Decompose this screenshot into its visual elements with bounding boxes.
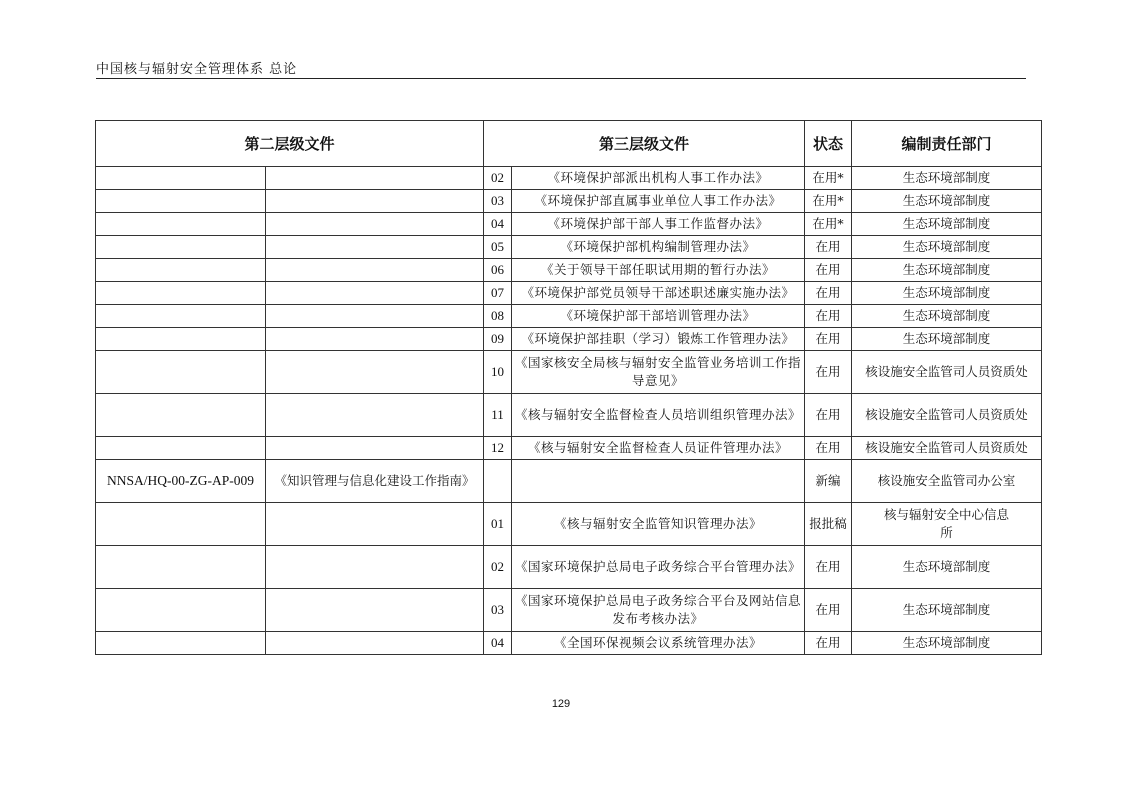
status-cell: 在用 — [805, 351, 852, 394]
level3-title: 《环境保护部党员领导干部述职述廉实施办法》 — [512, 282, 805, 305]
level3-title: 《环境保护部干部人事工作监督办法》 — [512, 213, 805, 236]
level3-title: 《国家环境保护总局电子政务综合平台管理办法》 — [512, 546, 805, 589]
level2-code — [96, 282, 266, 305]
level2-title — [266, 351, 484, 394]
status-cell: 在用 — [805, 546, 852, 589]
level3-number: 12 — [484, 437, 512, 460]
status-cell: 在用 — [805, 437, 852, 460]
level2-code — [96, 589, 266, 632]
running-header: 中国核与辐射安全管理体系 总论 — [96, 62, 298, 77]
level2-title — [266, 546, 484, 589]
level3-title: 《核与辐射安全监管知识管理办法》 — [512, 503, 805, 546]
department-cell: 生态环境部制度 — [852, 190, 1042, 213]
table-row — [96, 437, 1042, 460]
header-level2: 第二层级文件 — [96, 121, 484, 167]
header-divider — [96, 78, 1026, 79]
department-cell: 核设施安全监管司人员资质处 — [852, 351, 1042, 394]
level3-title — [512, 460, 805, 503]
department-cell: 核与辐射安全中心信息所 — [852, 503, 1042, 546]
level3-number: 08 — [484, 305, 512, 328]
level3-title: 《全国环保视频会议系统管理办法》 — [512, 632, 805, 655]
level3-number: 02 — [484, 546, 512, 589]
status-cell: 在用* — [805, 213, 852, 236]
level3-title: 《关于领导干部任职试用期的暂行办法》 — [512, 259, 805, 282]
table-row — [96, 236, 1042, 259]
table-row — [96, 589, 1042, 632]
level2-code — [96, 190, 266, 213]
level3-title: 《环境保护部挂职（学习）锻炼工作管理办法》 — [512, 328, 805, 351]
level2-code — [96, 351, 266, 394]
level3-title: 《核与辐射安全监督检查人员培训组织管理办法》 — [512, 394, 805, 437]
level2-code: NNSA/HQ-00-ZG-AP-009 — [96, 460, 266, 503]
level3-title: 《国家核安全局核与辐射安全监管业务培训工作指导意见》 — [512, 351, 805, 394]
table-row — [96, 213, 1042, 236]
level2-code — [96, 236, 266, 259]
level2-title — [266, 503, 484, 546]
level3-number: 04 — [484, 213, 512, 236]
table-row — [96, 351, 1042, 394]
level2-code — [96, 503, 266, 546]
department-cell: 生态环境部制度 — [852, 305, 1042, 328]
level3-title: 《环境保护部干部培训管理办法》 — [512, 305, 805, 328]
status-cell: 新编 — [805, 460, 852, 503]
level3-number: 03 — [484, 589, 512, 632]
status-cell: 在用 — [805, 328, 852, 351]
level2-code — [96, 632, 266, 655]
department-cell: 生态环境部制度 — [852, 328, 1042, 351]
department-cell: 生态环境部制度 — [852, 589, 1042, 632]
table-row — [96, 460, 1042, 503]
status-cell: 在用 — [805, 259, 852, 282]
status-cell: 在用 — [805, 236, 852, 259]
level3-title: 《环境保护部机构编制管理办法》 — [512, 236, 805, 259]
level2-title — [266, 632, 484, 655]
level3-number: 09 — [484, 328, 512, 351]
level2-title — [266, 589, 484, 632]
department-cell: 生态环境部制度 — [852, 546, 1042, 589]
header-status: 状态 — [805, 121, 852, 167]
status-cell: 在用 — [805, 632, 852, 655]
level2-title — [266, 305, 484, 328]
status-cell: 在用* — [805, 167, 852, 190]
header-department: 编制责任部门 — [852, 121, 1042, 167]
level3-number: 05 — [484, 236, 512, 259]
department-cell: 核设施安全监管司人员资质处 — [852, 437, 1042, 460]
level3-title: 《核与辐射安全监督检查人员证件管理办法》 — [512, 437, 805, 460]
department-cell: 生态环境部制度 — [852, 167, 1042, 190]
department-cell: 生态环境部制度 — [852, 236, 1042, 259]
department-cell: 核设施安全监管司办公室 — [852, 460, 1042, 503]
department-cell: 核设施安全监管司人员资质处 — [852, 394, 1042, 437]
table-row — [96, 282, 1042, 305]
level2-title — [266, 437, 484, 460]
table-row — [96, 305, 1042, 328]
level3-number: 01 — [484, 503, 512, 546]
status-cell: 在用 — [805, 282, 852, 305]
level2-title — [266, 328, 484, 351]
level2-title: 《知识管理与信息化建设工作指南》 — [266, 460, 484, 503]
level3-number: 02 — [484, 167, 512, 190]
department-cell: 生态环境部制度 — [852, 632, 1042, 655]
level2-code — [96, 546, 266, 589]
level3-number: 06 — [484, 259, 512, 282]
status-cell: 在用 — [805, 589, 852, 632]
level3-number: 03 — [484, 190, 512, 213]
level2-title — [266, 167, 484, 190]
level2-code — [96, 328, 266, 351]
status-cell: 报批稿 — [805, 503, 852, 546]
page-number: 129 — [551, 698, 571, 710]
level3-number: 07 — [484, 282, 512, 305]
level2-title — [266, 236, 484, 259]
level2-code — [96, 437, 266, 460]
level2-title — [266, 282, 484, 305]
document-table — [95, 120, 1042, 655]
table-row — [96, 328, 1042, 351]
level2-code — [96, 213, 266, 236]
level2-title — [266, 213, 484, 236]
level3-title: 《环境保护部派出机构人事工作办法》 — [512, 167, 805, 190]
table-row — [96, 632, 1042, 655]
department-cell: 生态环境部制度 — [852, 213, 1042, 236]
table-row — [96, 503, 1042, 546]
table-row — [96, 259, 1042, 282]
level3-title: 《国家环境保护总局电子政务综合平台及网站信息发布考核办法》 — [512, 589, 805, 632]
table-row — [96, 546, 1042, 589]
level3-number — [484, 460, 512, 503]
level2-code — [96, 305, 266, 328]
level2-title — [266, 394, 484, 437]
department-cell: 生态环境部制度 — [852, 282, 1042, 305]
level3-title: 《环境保护部直属事业单位人事工作办法》 — [512, 190, 805, 213]
status-cell: 在用* — [805, 190, 852, 213]
table-row — [96, 167, 1042, 190]
table-row — [96, 394, 1042, 437]
level3-number: 11 — [484, 394, 512, 437]
level2-code — [96, 394, 266, 437]
table-header-row — [96, 121, 1042, 167]
status-cell: 在用 — [805, 394, 852, 437]
level2-title — [266, 190, 484, 213]
level3-number: 04 — [484, 632, 512, 655]
level3-number: 10 — [484, 351, 512, 394]
level2-code — [96, 167, 266, 190]
department-cell: 生态环境部制度 — [852, 259, 1042, 282]
table-row — [96, 190, 1042, 213]
level2-code — [96, 259, 266, 282]
header-level3: 第三层级文件 — [484, 121, 805, 167]
level2-title — [266, 259, 484, 282]
status-cell: 在用 — [805, 305, 852, 328]
